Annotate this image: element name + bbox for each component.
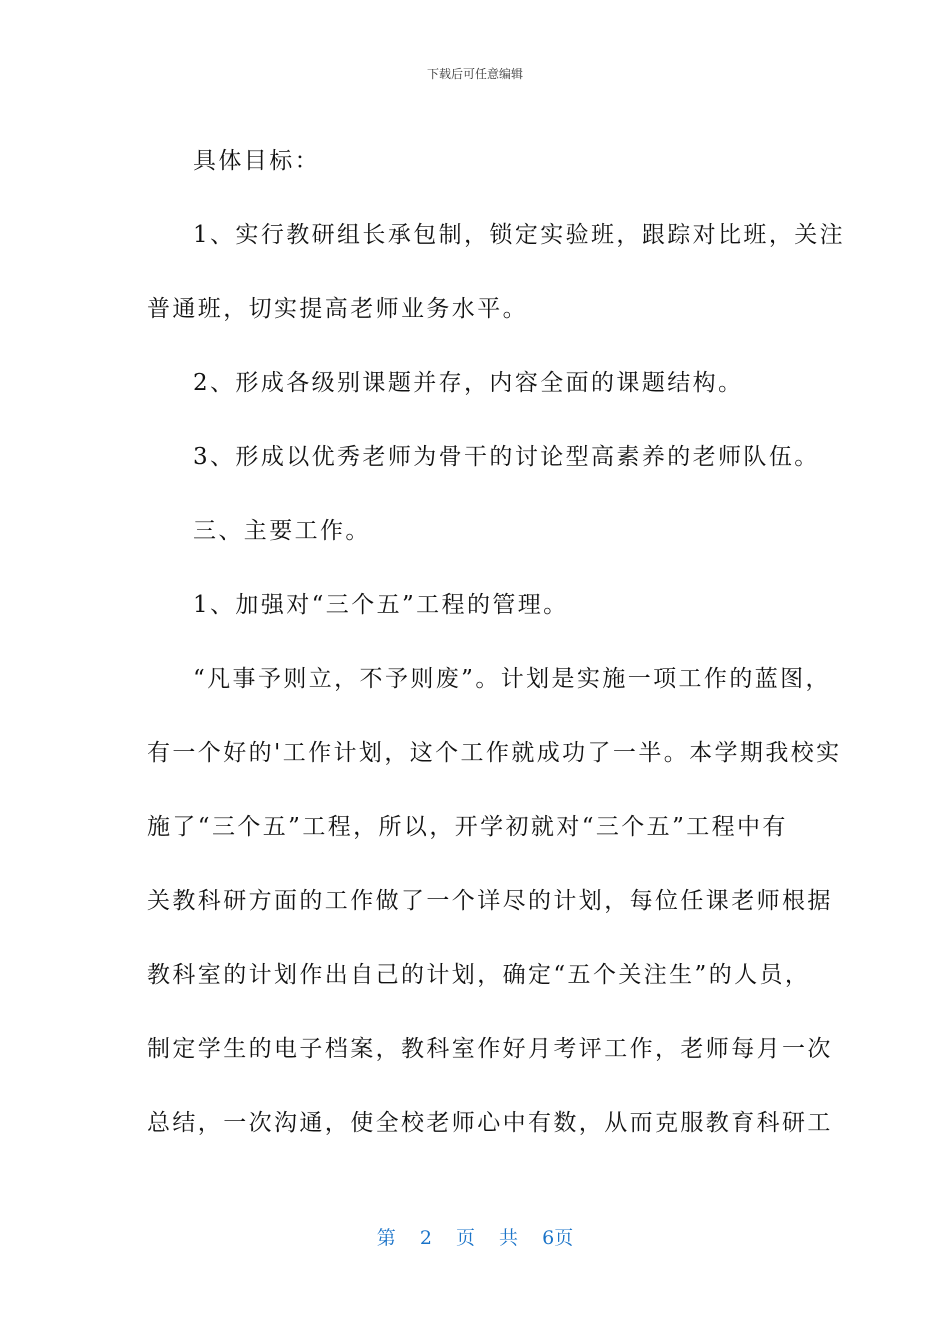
paragraph-line: 总结，一次沟通，使全校老师心中有数，从而克服教育科研工 (147, 1110, 833, 1136)
total-label: 共 (499, 1227, 519, 1249)
paragraph-line: 教科室的计划作出自己的计划，确定“五个关注生”的人员， (147, 962, 811, 988)
document-body (147, 124, 846, 1160)
section-heading: 三、主要工作。 (193, 518, 371, 544)
paragraph-line: 施了“三个五”工程，所以，开学初就对“三个五”工程中有 (147, 814, 788, 840)
paragraph-line: 具体目标： (193, 148, 320, 174)
total-pages: 6页 (542, 1227, 574, 1249)
paragraph-line: 制定学生的电子档案，教科室作好月考评工作，老师每月一次 (147, 1036, 833, 1062)
paragraph-line: 关教科研方面的工作做了一个详尽的计划，每位任课老师根据 (147, 888, 833, 914)
page-header: 下载后可任意编辑 (426, 67, 523, 81)
paragraph-line: 2、形成各级别课题并存，内容全面的课题结构。 (193, 370, 744, 396)
page-label-mid: 页 (455, 1227, 475, 1249)
paragraph-line: 1、加强对“三个五”工程的管理。 (193, 592, 569, 618)
page-footer (0, 1226, 950, 1250)
paragraph-line: “凡事予则立，不予则废”。计划是实施一项工作的蓝图， (193, 666, 831, 692)
paragraph-line: 普通班，切实提高老师业务水平。 (147, 296, 528, 322)
paragraph-line: 有一个好的'工作计划，这个工作就成功了一半。本学期我校实 (147, 740, 842, 766)
paragraph-line: 3、形成以优秀老师为骨干的讨论型高素养的老师队伍。 (193, 444, 820, 470)
paragraph-line: 1、实行教研组长承包制，锁定实验班，跟踪对比班，关注 (193, 222, 846, 248)
page-number: 2 (419, 1227, 432, 1249)
page-label-prefix: 第 (376, 1227, 396, 1249)
